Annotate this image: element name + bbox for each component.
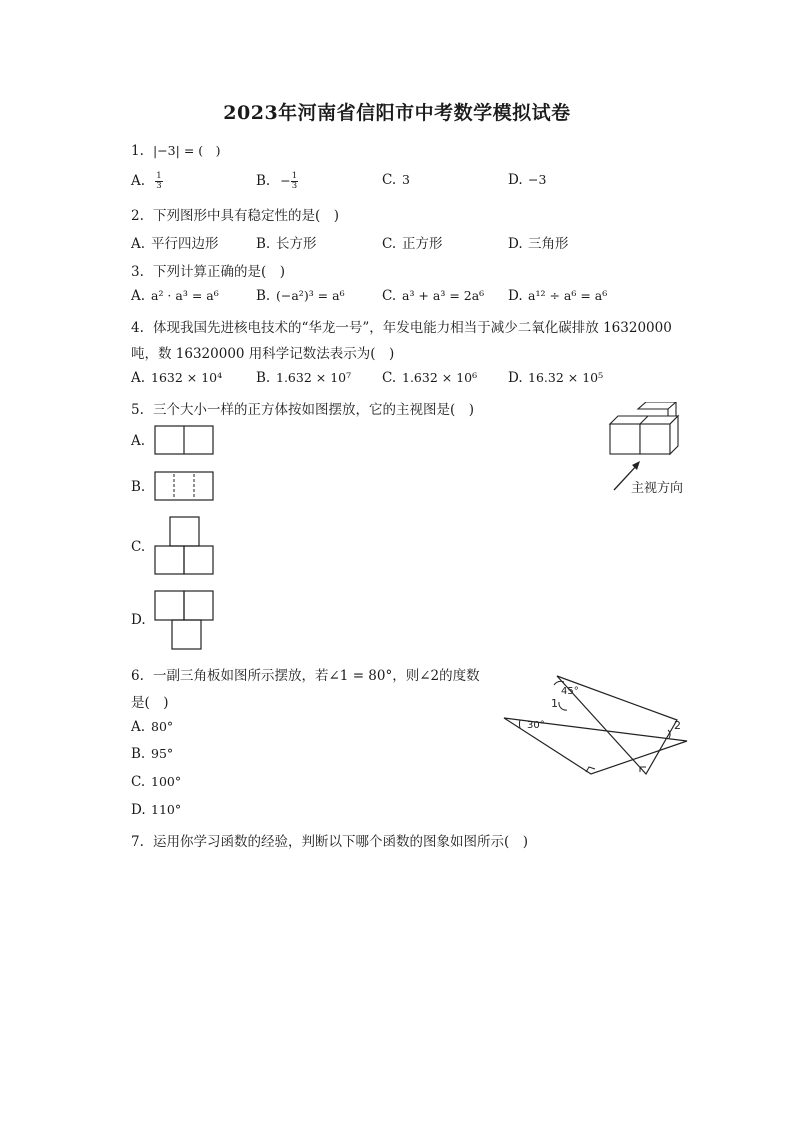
question-stem: |−3| = ( ) [153, 143, 221, 158]
q5-option-a[interactable] [131, 433, 151, 449]
q5-option-d-figure [154, 589, 216, 651]
option-text: 1.632 × 10⁷ [276, 370, 352, 385]
q1-option-c[interactable] [382, 172, 410, 188]
question-stem: 体现我国先进核电技术的“华龙一号”，年发电能力相当于减少二氧化碳排放 16320000 [153, 320, 672, 336]
view-direction-caption: 主视方向 [631, 481, 684, 496]
question-3 [131, 260, 285, 280]
q2-option-c[interactable] [382, 232, 443, 252]
question-number: 6. [131, 668, 144, 684]
question-4-line2: 吨，数 16320000 用科学记数法表示为( ) [131, 346, 395, 362]
question-number: 3. [131, 264, 144, 280]
q5-option-b-figure [154, 471, 216, 503]
question-stem: 下列图形中具有稳定性的是( ) [153, 208, 340, 224]
option-label: B. [256, 370, 271, 386]
option-text: (−a²)³ = a⁶ [276, 288, 345, 303]
option-text: 3 [402, 172, 410, 187]
option-text: 95° [151, 746, 174, 761]
option-label: B. [131, 746, 146, 762]
option-label: A. [131, 370, 146, 386]
q2-option-a[interactable] [131, 232, 219, 252]
front-left-face [610, 424, 640, 454]
question-6 [131, 664, 480, 684]
option-label: C. [382, 172, 397, 188]
q3-option-b[interactable] [256, 288, 345, 304]
question-2 [131, 204, 339, 224]
q6-option-a[interactable] [131, 719, 173, 735]
q1-option-a[interactable] [131, 172, 163, 191]
question-5 [131, 398, 474, 418]
question-number: 1. [131, 143, 144, 159]
option-text: 16.32 × 10⁵ [528, 370, 604, 385]
fraction: $\frac{1}{3}$ [156, 171, 162, 191]
question-stem: 三个大小一样的正方体按如图摆放，它的主视图是( ) [153, 402, 475, 418]
option-label: C. [131, 774, 146, 790]
q3-option-d[interactable] [508, 288, 607, 304]
q4-option-a[interactable] [131, 370, 222, 386]
option-label: D. [508, 288, 523, 304]
option-label: C. [382, 288, 397, 304]
bottom-right-square [184, 546, 213, 574]
option-label: D. [508, 172, 523, 188]
option-label: B. [256, 288, 271, 304]
option-label: C. [382, 236, 397, 252]
option-label: B. [131, 479, 146, 495]
question-stem: 运用你学习函数的经验，判断以下哪个函数的图象如图所示( ) [153, 834, 529, 850]
option-text: a¹² ÷ a⁶ = a⁶ [528, 288, 608, 303]
q5-option-c-figure [153, 515, 215, 577]
question-stem: 一副三角板如图所示摆放，若∠1 = 80°，则∠2的度数 [153, 668, 480, 684]
q6-option-b[interactable] [131, 746, 173, 762]
q4-option-c[interactable] [382, 370, 477, 386]
box-outline [155, 472, 213, 500]
option-text: a² · a³ = a⁶ [151, 288, 219, 303]
question-7 [131, 830, 528, 850]
bottom-left-square [155, 546, 184, 574]
q3-option-a[interactable] [131, 288, 219, 304]
q1-option-d[interactable] [508, 172, 546, 188]
top-right-square [184, 591, 213, 620]
angle-label-1: 1 [551, 697, 558, 710]
option-label: A. [131, 433, 146, 449]
back-cube-top [638, 402, 676, 409]
option-label: A. [131, 236, 146, 252]
option-label: B. [256, 236, 271, 252]
top-left-square [155, 591, 184, 620]
q6-option-d[interactable] [131, 802, 181, 818]
option-label: C. [131, 539, 146, 555]
q4-option-d[interactable] [508, 370, 603, 386]
angle-label-30: 30° [527, 720, 545, 731]
option-text: 100° [151, 774, 182, 789]
page-title: 2023年河南省信阳市中考数学模拟试卷 [223, 102, 571, 124]
fraction: $\frac{1}{3}$ [291, 171, 298, 191]
q5-option-c[interactable] [131, 539, 151, 555]
question-1 [131, 141, 221, 159]
q4-option-b[interactable] [256, 370, 351, 386]
option-text: 三角形 [528, 236, 569, 252]
q1-option-b[interactable] [256, 172, 298, 191]
q3-option-c[interactable] [382, 288, 484, 304]
front-right-face [640, 424, 670, 454]
option-label: A. [131, 719, 146, 735]
question-4 [131, 316, 672, 336]
question-stem: 下列计算正确的是( ) [153, 264, 286, 280]
q5-option-d[interactable] [131, 612, 151, 628]
q5-option-b[interactable] [131, 479, 151, 495]
option-label: B. [256, 173, 271, 189]
option-text: 1632 × 10⁴ [151, 370, 223, 385]
question-number: 7. [131, 834, 144, 850]
question-6-line2: 是( ) [131, 695, 169, 711]
option-text: 长方形 [276, 236, 317, 252]
bottom-square [172, 620, 201, 649]
q6-option-c[interactable] [131, 774, 181, 790]
top-square [170, 517, 199, 546]
minus-sign: − [280, 173, 291, 188]
option-text: 1.632 × 10⁶ [402, 370, 478, 385]
question-number: 4. [131, 320, 144, 336]
option-label: A. [131, 288, 146, 304]
option-text: 110° [151, 802, 182, 817]
option-label: A. [131, 173, 146, 189]
option-text: 正方形 [402, 236, 443, 252]
option-label: D. [508, 370, 523, 386]
question-number: 2. [131, 208, 144, 224]
option-label: C. [382, 370, 397, 386]
q2-option-b[interactable] [256, 232, 317, 252]
q2-option-d[interactable] [508, 232, 569, 252]
option-label: D. [131, 802, 146, 818]
angle-label-2: 2 [674, 719, 681, 732]
option-text: a³ + a³ = 2a⁶ [402, 288, 485, 303]
question-number: 5. [131, 402, 144, 418]
option-text: 平行四边形 [151, 236, 219, 252]
option-label: D. [131, 612, 146, 628]
angle-arc-45 [554, 681, 564, 685]
option-text: 80° [151, 719, 174, 734]
angle-arc-30 [519, 720, 520, 728]
angle-arc-1 [559, 702, 567, 710]
angle-label-45: 45° [561, 686, 579, 697]
option-label: D. [508, 236, 523, 252]
option-text: −3 [528, 172, 547, 187]
q6-triangles-figure [498, 668, 694, 778]
q5-option-a-figure [154, 425, 216, 457]
